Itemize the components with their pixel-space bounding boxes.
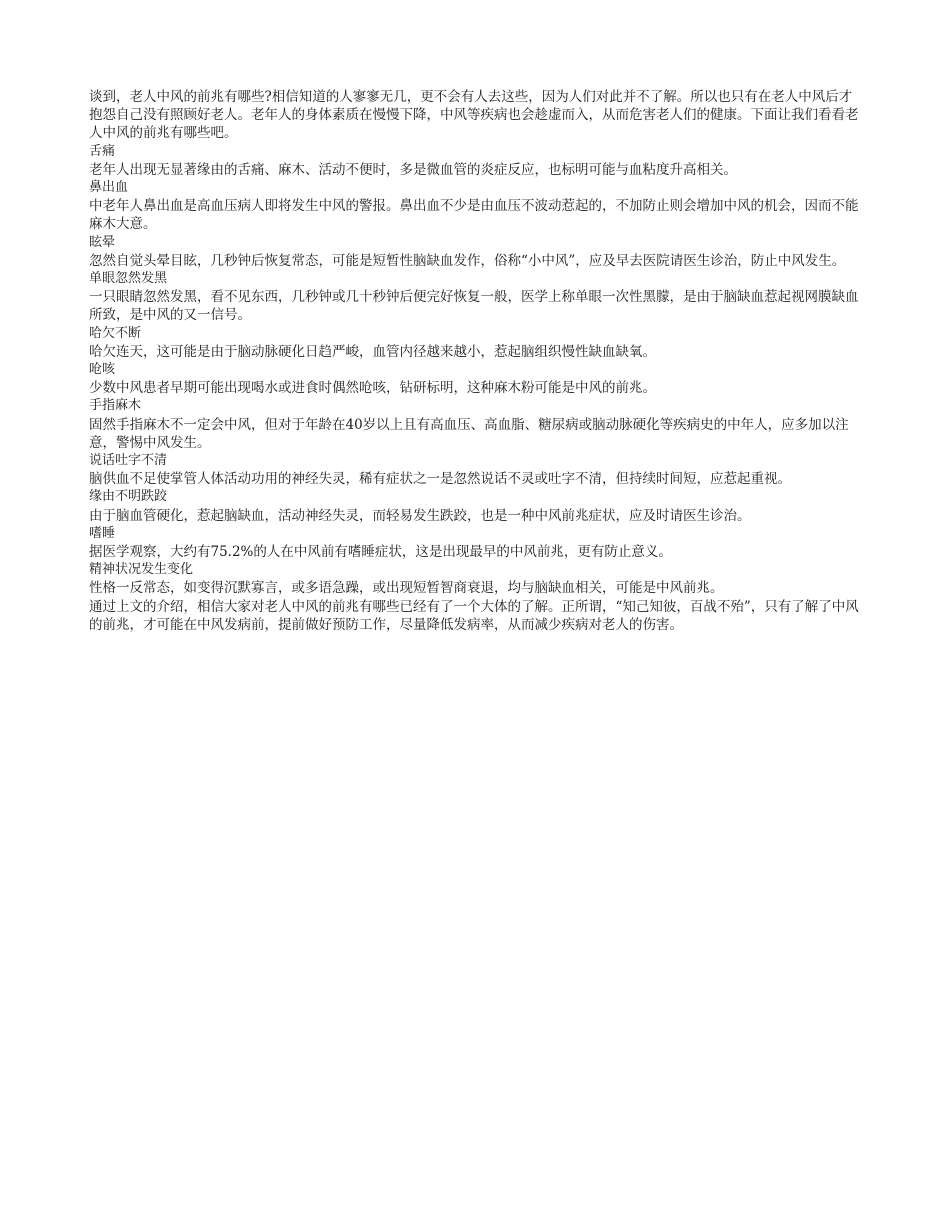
section-body-nosebleed: 中老年人鼻出血是高血压病人即将发生中风的警报。鼻出血不少是由血压不波动惹起的，不加防止则会增加中风的机会，因而不能麻木大意。 [89,198,859,233]
section-heading-slurred-speech: 说话吐字不清 [89,453,168,469]
section-heading-dizziness: 眩晕 [89,234,116,250]
section-body-mental-change: 性格一反常态，如变得沉默寡言，或多语急躁，或出现短暂智商衰退，均与脑缺血相关，可能是中风前兆。 [89,580,724,597]
intro-paragraph: 谈到，老人中风的前兆有哪些?相信知道的人寥寥无几，更不会有人去这些，因为人们对此并不了解。所以也只有在老人中风后才抱怨自己没有照顾好老人。老年人的身体素质在慢慢下降，中风等疾病也会趁虚而入，从而危害老人们的健康。下面让我们看看老人中风的前兆有哪些吧。 [89,89,859,142]
section-heading-unexplained-falls: 缘由不明跌跤 [89,489,168,505]
section-heading-choking: 呛咳 [89,362,116,378]
section-heading-single-eye-blackout: 单眼忽然发黑 [89,271,168,287]
section-body-finger-numbness: 固然手指麻木不一定会中风，但对于年龄在40岁以上且有高血压、高血脂、糖尿病或脑动脉硬化等疾病史的中年人，应多加以注意，警惕中风发生。 [89,416,849,451]
conclusion-paragraph: 通过上文的介绍，相信大家对老人中风的前兆有哪些已经有了一个大体的了解。正所谓，“知己知彼，百战不殆”，只有了解了中风的前兆，才可能在中风发病前，提前做好预防工作，尽量降低发病率，从而减少疾病对老人的伤害。 [89,598,859,633]
section-body-choking: 少数中风患者早期可能出现喝水或进食时偶然呛咳，钻研标明，这种麻木粉可能是中风的前兆。 [89,380,656,397]
section-heading-nosebleed: 鼻出血 [89,180,129,196]
section-heading-mental-change: 精神状况发生变化 [89,562,194,578]
section-body-tongue-pain: 老年人出现无显著缘由的舌痛、麻木、活动不便时，多是微血管的炎症反应，也标明可能与血粘度升高相关。 [89,161,737,178]
section-body-dizziness: 忽然自觉头晕目眩，几秒钟后恢复常态，可能是短暂性脑缺血发作，俗称“小中风”，应及早去医院请医生诊治，防止中风发生。 [89,252,846,269]
section-body-yawning: 哈欠连天，这可能是由于脑动脉硬化日趋严峻，血管内径越来越小，惹起脑组织慢性缺血缺氧。 [89,343,656,360]
section-heading-drowsiness: 嗜睡 [89,525,116,541]
article-body [89,88,861,634]
section-body-single-eye-blackout: 一只眼睛忽然发黑，看不见东西，几秒钟或几十秒钟后便完好恢复一般，医学上称单眼一次性黑朦，是由于脑缺血惹起视网膜缺血所致，是中风的又一信号。 [89,289,859,324]
section-heading-tongue-pain: 舌痛 [89,143,116,159]
section-body-unexplained-falls: 由于脑血管硬化，惹起脑缺血，活动神经失灵，而轻易发生跌跤，也是一种中风前兆症状，应及时请医生诊治。 [89,507,751,524]
section-heading-yawning: 哈欠不断 [89,325,142,341]
section-body-slurred-speech: 脑供血不足使掌管人体活动功用的神经失灵，稀有症状之一是忽然说话不灵或吐字不清，但持续时间短，应惹起重视。 [89,471,791,488]
section-body-drowsiness: 据医学观察，大约有75.2%的人在中风前有嗜睡症状，这是出现最早的中风前兆，更有防止意义。 [89,544,672,561]
section-heading-finger-numbness: 手指麻木 [89,398,142,414]
